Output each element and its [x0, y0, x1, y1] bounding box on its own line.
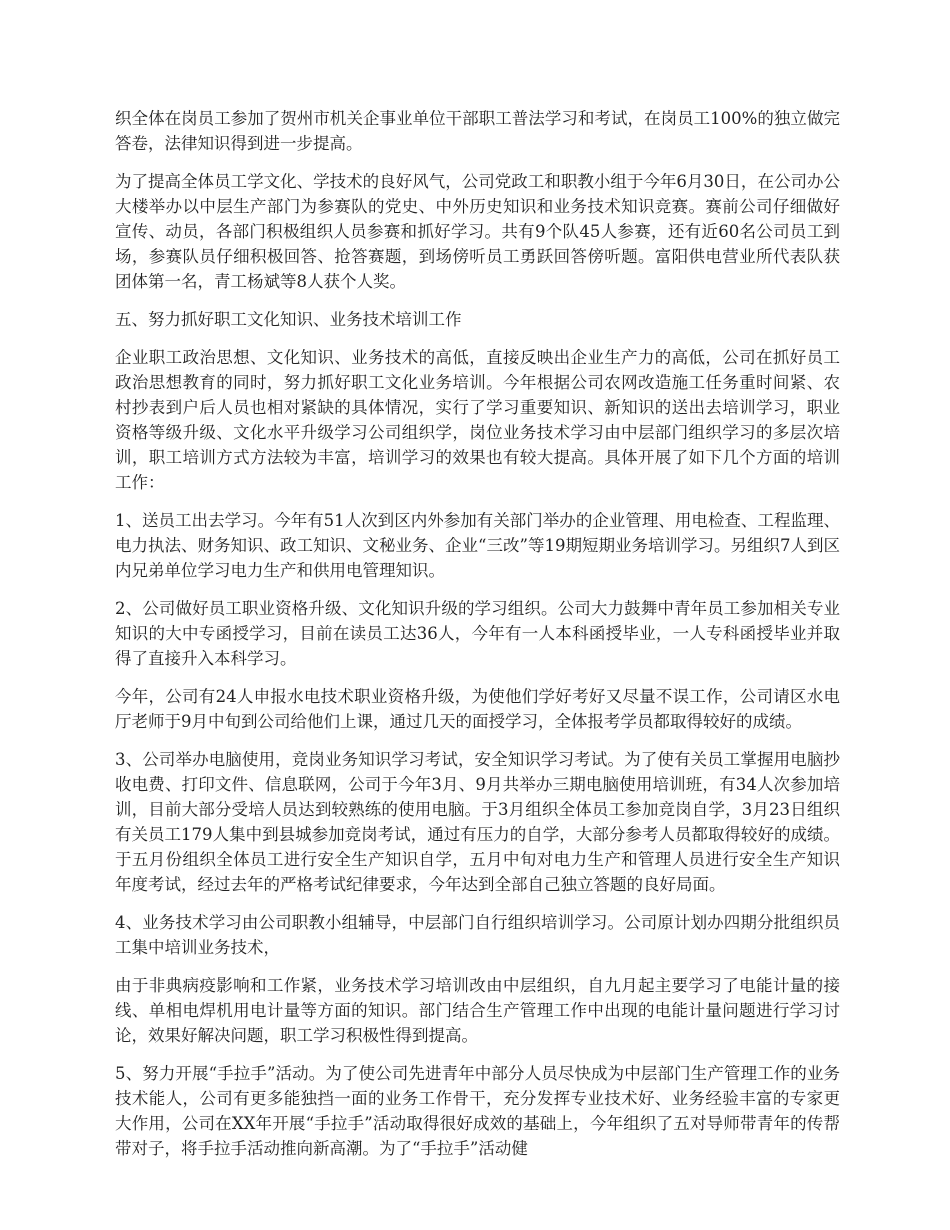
paragraph-qualification: 今年，公司有24人申报水电技术职业资格升级，为使他们学好考好又尽量不误工作，公司请区水电厅老师于9月中旬到公司给他们上课，通过几天的面授学习，全体报考学员都取得较好的成绩。	[115, 687, 840, 731]
paragraph-item-2: 2、公司做好员工职业资格升级、文化知识升级的学习组织。公司大力鼓舞中青年员工参加相关专业知识的大中专函授学习，目前在读员工达36人，今年有一人本科函授毕业，一人专科函授毕业并取得了直接升入本科学习。	[115, 599, 840, 668]
paragraph-training-intro: 企业职工政治思想、文化知识、业务技术的高低，直接反映出企业生产力的高低，公司在抓好员工政治思想教育的同时，努力抓好职工文化业务培训。今年根据公司农网改造施工任务重时间紧、农村抄表到户后人员也相对紧缺的具体情况，实行了学习重要知识、新知识的送出去培训学习，职业资格等级升级、文化水平升级学习公司组织学，岗位业务技术学习由中层部门组织学习的多层次培训，职工培训方式方法较为丰富，培训学习的效果也有较大提高。具体开展了如下几个方面的培训工作：	[115, 348, 840, 492]
paragraph-sars-impact: 由于非典病疫影响和工作紧，业务技术学习培训改由中层组织，自九月起主要学习了电能计量的接线、单相电焊机用电计量等方面的知识。部门结合生产管理工作中出现的电能计量问题进行学习讨论，效果好解决问题，职工学习积极性得到提高。	[115, 976, 840, 1045]
paragraph-knowledge-contest: 为了提高全体员工学文化、学技术的良好风气，公司党政工和职教小组于今年6月30日，在公司办公大楼举办以中层生产部门为参赛队的党史、中外历史知识和业务技术知识竞赛。赛前公司仔细做好宣传、动员，各部门积极组织人员参赛和抓好学习。共有9个队45人参赛，还有近60名公司员工到场，参赛队员仔细积极回答、抢答赛题，到场傍听员工勇跃回答傍听题。富阳供电营业所代表队获团体第一名，青工杨斌等8人获个人奖。	[115, 172, 840, 291]
paragraph-item-4: 4、业务技术学习由公司职教小组辅导，中层部门自行组织培训学习。公司原计划办四期分批组织员工集中培训业务技术，	[115, 913, 840, 957]
paragraph-law-exam: 织全体在岗员工参加了贺州市机关企事业单位干部职工普法学习和考试，在岗员工100%的独立做完答卷，法律知识得到进一步提高。	[115, 109, 840, 153]
paragraph-item-3: 3、公司举办电脑使用，竞岗业务知识学习考试，安全知识学习考试。为了使有关员工掌握用电脑抄收电费、打印文件、信息联网，公司于今年3月、9月共举办三期电脑使用培训班，有34人次参加培训，目前大部分受培人员达到较熟练的使用电脑。于3月组织全体员工参加竞岗自学，3月23日组织有关员工179人集中到县城参加竞岗考试，通过有压力的自学，大部分参考人员都取得较好的成绩。于五月份组织全体员工进行安全生产知识自学，五月中旬对电力生产和管理人员进行安全生产知识年度考试，经过去年的严格考试纪律要求，今年达到全部自己独立答题的良好局面。	[115, 750, 840, 894]
section-heading-training: 五、努力抓好职工文化知识、业务技术培训工作	[115, 310, 462, 329]
paragraph-item-1: 1、送员工出去学习。今年有51人次到区内外参加有关部门举办的企业管理、用电检查、工程监理、电力执法、财务知识、政工知识、文秘业务、企业“三改”等19期短期业务培训学习。另组织7人到区内兄弟单位学习电力生产和供用电管理知识。	[115, 511, 840, 580]
paragraph-item-5: 5、努力开展“手拉手”活动。为了使公司先进青年中部分人员尽快成为中层部门生产管理工作的业务技术能人，公司有更多能独挡一面的业务工作骨干，充分发挥专业技术好、业务经验丰富的专家更大作用，公司在XX年开展“手拉手”活动取得很好成效的基础上，今年组织了五对导师带青年的传帮带对子，将手拉手活动推向新高潮。为了“手拉手”活动健	[115, 1064, 840, 1158]
document-body	[115, 106, 840, 1174]
